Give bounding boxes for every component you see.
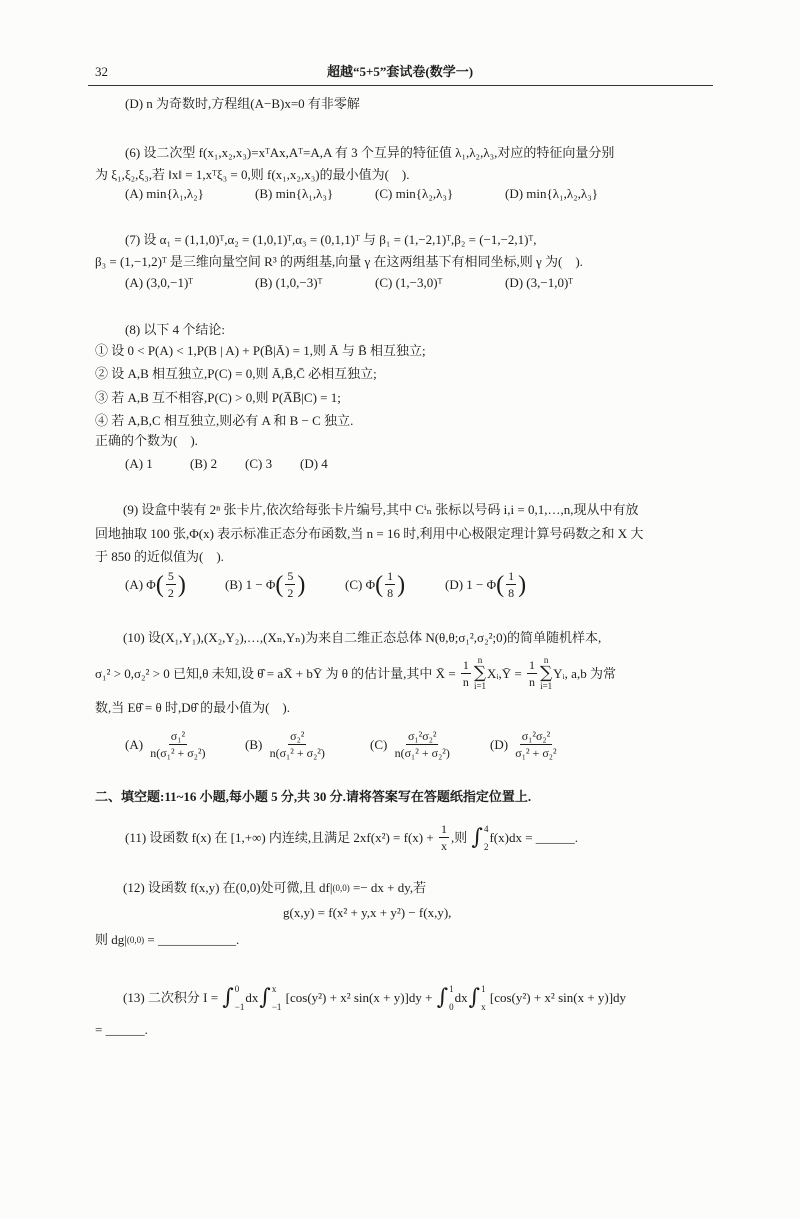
fraction-numerator: 1: [462, 658, 469, 672]
q10-line-2-text-1: σ₁² > 0,σ₂² > 0 已知,θ 未知,设 θ̂ = aX̄ + bȲ 为 θ 的估计量,其中 X̄ =: [95, 665, 459, 681]
integral-limits: [484, 823, 489, 853]
integral-lower-limit: x: [481, 1002, 486, 1012]
q10-option-d-label: (D): [490, 736, 512, 752]
q8-statement-4: ④ 若 A,B,C 相互独立,则必有 A 和 B − C 独立.: [95, 413, 354, 428]
q10-option-c-fraction: [393, 729, 452, 760]
q11-text-1: (11) 设函数 f(x) 在 [1,+∞) 内连续,且满足 2xf(x²) = f(x) +: [125, 829, 437, 845]
q13-stem-line-2: [95, 1021, 148, 1039]
q12-evaluation-point: (0,0): [332, 883, 350, 893]
integral-upper-limit: 4: [483, 823, 489, 834]
q6-stem-line-1: (6) 设二次型 f(x₁,x₂,x₃)=xᵀAx,Aᵀ=A,A 有 3 个互异的特征值 λ₁,λ₂,λ₃,对应的特征向量分别: [125, 145, 615, 160]
fraction-numerator: 1: [440, 822, 447, 836]
q7-stem-line-2: β₃ = (1,−1,2)ᵀ 是三维向量空间 R³ 的两组基,向量 γ 在这两组基下有相同坐标,则 γ 为( ).: [95, 254, 583, 269]
sum-lower-limit: i=1: [473, 681, 487, 691]
q13-dx-1: dx: [245, 990, 259, 1005]
q11-end: .: [574, 829, 579, 845]
q6-option-c: (C) min{λ₂,λ₃}: [375, 186, 454, 201]
q10-option-c: [370, 729, 454, 760]
q9-option-a-label: (A) Φ: [125, 576, 156, 592]
integral-lower-limit: −1: [234, 1002, 245, 1012]
q9-option-a-left-paren: (: [155, 571, 164, 598]
q11-text-3: f(x)dx =: [489, 829, 536, 845]
fraction-numerator: σ₂²: [290, 729, 305, 743]
q9-option-c-right-paren: ): [397, 571, 406, 598]
integral-upper-limit: x: [271, 984, 277, 994]
q8-statement-3: ③ 若 A,B 互不相容,P(C) > 0,则 P(A̅B̅|C) = 1;: [95, 390, 341, 405]
q8-ask: 正确的个数为( ).: [95, 433, 198, 448]
integral-limits: [235, 983, 245, 1013]
fraction-denominator: 2: [167, 586, 174, 600]
q10-stem-line-3: 数,当 Eθ̂ = θ 时,Dθ̂ 的最小值为( ).: [95, 700, 291, 715]
integral-upper-limit: 0: [234, 984, 240, 994]
page-number: 32: [95, 64, 108, 79]
q10-line-2-text-2: Xᵢ,Ȳ =: [487, 665, 526, 681]
q9-option-a: [125, 569, 186, 600]
fraction-denominator: 2: [287, 586, 294, 600]
q10-mean-x-fraction: [461, 658, 471, 689]
q9-option-c-left-paren: (: [375, 571, 384, 598]
integral-sign: ∫: [222, 985, 234, 1010]
q9-option-b-left-paren: (: [275, 571, 284, 598]
q12-evaluation-point: (0,0): [126, 935, 145, 945]
q13-stem-line-1: [123, 983, 626, 1013]
summation-sign: ∑: [540, 663, 553, 683]
q12-stem-line-1: [123, 879, 426, 897]
q8-intro: (8) 以下 4 个结论:: [125, 322, 226, 337]
fraction-numerator: 1: [387, 569, 394, 583]
q13-integral-3: [437, 983, 454, 1013]
q13-end: .: [144, 1022, 148, 1037]
integral-limits: [481, 983, 486, 1013]
question-11: [125, 822, 578, 853]
q9-option-c-fraction: [385, 569, 395, 600]
integral-upper-limit: 1: [449, 984, 454, 994]
fraction-denominator: n: [529, 675, 536, 689]
fraction-denominator: σ₁² + σ₂²: [515, 746, 557, 760]
q9-stem-line-2: 回地抽取 100 张,Φ(x) 表示标准正态分布函数,当 n = 16 时,利用中心极限定理计算号码数之和 X 大: [95, 526, 644, 541]
q13-integral-2: [259, 983, 281, 1013]
q10-option-c-label: (C): [370, 736, 391, 752]
integral-sign: ∫: [259, 985, 271, 1010]
fraction-denominator: n(σ₁² + σ₂²): [269, 746, 325, 760]
fraction-denominator: x: [440, 839, 447, 853]
q10-option-b-label: (B): [245, 736, 266, 752]
fraction-denominator: n(σ₁² + σ₂²): [394, 746, 450, 760]
summation-sign: ∑: [473, 663, 487, 683]
q7-option-d: (D) (3,−1,0)ᵀ: [505, 275, 573, 290]
sum-upper-limit: n: [477, 655, 483, 665]
integral-lower-limit: 0: [449, 1002, 454, 1012]
integral-upper-limit: 1: [481, 984, 486, 994]
q5-option-d: (D) n 为奇数时,方程组(A−B)x=0 有非零解: [125, 96, 360, 111]
q9-option-d-fraction: [506, 569, 516, 600]
q7-option-c: (C) (1,−3,0)ᵀ: [375, 275, 443, 290]
q13-text-1: (13) 二次积分 I =: [123, 990, 222, 1005]
fraction-numerator: σ₁²σ₂²: [521, 729, 551, 743]
q10-sum-x: [474, 656, 486, 691]
fraction-numerator: 5: [287, 569, 294, 583]
q8-option-c: (C) 3: [245, 456, 273, 471]
q12-stem-line-3: [95, 931, 239, 949]
fraction-numerator: 1: [529, 658, 536, 672]
q11-fraction: [439, 822, 449, 853]
q12-line-3-text-a: 则 dg|: [95, 932, 127, 947]
header-rule: [88, 85, 713, 86]
integral-sign: ∫: [471, 824, 483, 850]
fraction-denominator: n(σ₁² + σ₂²): [150, 746, 206, 760]
q10-mean-y-fraction: [527, 658, 537, 689]
fraction-denominator: 8: [387, 586, 394, 600]
integral-limits: [272, 983, 282, 1013]
sum-lower-limit: i=1: [540, 681, 553, 691]
sum-upper-limit: n: [543, 655, 549, 665]
q7-option-a: (A) (3,0,−1)ᵀ: [125, 275, 193, 290]
integral-sign: ∫: [436, 985, 449, 1010]
fraction-denominator: 8: [508, 586, 515, 600]
q9-stem-line-1: (9) 设盒中装有 2ⁿ 张卡片,依次给每张卡片编号,其中 Cⁱₙ 张标以号码 i,i = 0,1,…,n,现从中有放: [123, 502, 639, 517]
q12-line-1-text-b: =− dx + dy,若: [349, 880, 427, 895]
q10-stem-line-2: [95, 656, 616, 691]
q13-integrand-2: [cos(y²) + x² sin(x + y)]dy: [486, 990, 627, 1005]
integral-lower-limit: −1: [271, 1002, 282, 1012]
q10-option-b: [245, 729, 329, 760]
integral-limits: [449, 983, 454, 1013]
q13-dx-2: dx: [454, 990, 468, 1005]
q11-text-2: ,则: [450, 829, 471, 845]
q9-option-b-fraction: [285, 569, 295, 600]
q8-option-a: (A) 1: [125, 456, 153, 471]
q8-option-d: (D) 4: [300, 456, 328, 471]
q10-option-d-fraction: [513, 729, 558, 760]
q9-option-b-label: (B) 1 − Φ: [225, 576, 276, 592]
q8-statement-1: ① 设 0 < P(A) < 1,P(B | A) + P(B̄|Ā) = 1,则 Ā 与 B̄ 相互独立;: [95, 343, 426, 358]
q9-option-c: [345, 569, 405, 600]
q8-option-b: (B) 2: [190, 456, 218, 471]
q9-option-a-right-paren: ): [177, 571, 186, 598]
q10-stem-line-1: (10) 设(X₁,Y₁),(X₂,Y₂),…,(Xₙ,Yₙ)为来自二维正态总体 N(θ,θ;σ₁²,σ₂²;0)的简单随机样本,: [123, 630, 602, 645]
q6-option-b: (B) min{λ₁,λ₃}: [255, 186, 334, 201]
q10-option-a-fraction: [148, 729, 207, 760]
q11-integral: [471, 823, 488, 853]
q8-statement-2: ② 设 A,B 相互独立,P(C) = 0,则 Ā,B̄,C̄ 必相互独立;: [95, 366, 377, 381]
q9-option-b-right-paren: ): [297, 571, 306, 598]
q10-sum-y: [540, 656, 552, 691]
q10-line-2-text-3: Yᵢ, a,b 为常: [553, 665, 616, 681]
integral-sign: ∫: [468, 985, 481, 1010]
q10-option-a-label: (A): [125, 736, 147, 752]
q13-integral-4: [469, 983, 486, 1013]
q12-answer-blank: ____________: [157, 932, 236, 947]
fraction-numerator: σ₁²: [170, 729, 186, 743]
fraction-numerator: 1: [508, 569, 515, 583]
q13-equals: =: [95, 1022, 106, 1037]
fraction-denominator: n: [462, 675, 469, 689]
q9-option-d-label: (D) 1 − Φ: [445, 576, 497, 592]
q12-definition-g: g(x,y) = f(x² + y,x + y²) − f(x,y),: [283, 905, 452, 920]
integral-lower-limit: 2: [483, 841, 489, 852]
q9-stem-line-3: 于 850 的近似值为( ).: [95, 549, 224, 564]
section-2-heading: 二、填空题:11~16 小题,每小题 5 分,共 30 分.请将答案写在答题纸指定位置上.: [95, 789, 532, 804]
q10-option-d: [490, 729, 561, 760]
q9-option-c-label: (C) Φ: [345, 576, 376, 592]
q9-option-b: [225, 569, 305, 600]
q10-option-b-fraction: [268, 729, 327, 760]
q12-line-1-text-a: (12) 设函数 f(x,y) 在(0,0)处可微,且 df|: [123, 880, 333, 895]
q9-option-a-fraction: [166, 569, 176, 600]
q9-option-d: [445, 569, 526, 600]
q9-option-d-right-paren: ): [518, 571, 527, 598]
q7-stem-line-1: (7) 设 α₁ = (1,1,0)ᵀ,α₂ = (1,0,1)ᵀ,α₃ = (0,1,1)ᵀ 与 β₁ = (1,−2,1)ᵀ,β₂ = (−1,−2,1)ᵀ,: [125, 232, 537, 247]
q7-option-b: (B) (1,0,−3)ᵀ: [255, 275, 323, 290]
q10-option-a: [125, 729, 210, 760]
q12-end: .: [235, 932, 240, 947]
q13-answer-blank: ______: [105, 1022, 145, 1037]
q11-answer-blank: ______: [535, 829, 575, 845]
q13-integral-1: [222, 983, 244, 1013]
fraction-numerator: 5: [167, 569, 174, 583]
fraction-numerator: σ₁²σ₂²: [407, 729, 437, 743]
q12-line-3-text-b: =: [144, 932, 158, 947]
q9-option-d-left-paren: (: [496, 571, 505, 598]
q13-integrand-1: [cos(y²) + x² sin(x + y)]dy +: [282, 990, 436, 1005]
q6-option-d: (D) min{λ₁,λ₂,λ₃}: [505, 186, 599, 201]
q6-option-a: (A) min{λ₁,λ₂}: [125, 186, 204, 201]
running-title: 超越“5+5”套试卷(数学一): [326, 64, 474, 79]
q6-stem-line-2: 为 ξ₁,ξ₂,ξ₃,若 ‖x‖ = 1,xᵀξ₃ = 0,则 f(x₁,x₂,x₃)的最小值为( ).: [95, 167, 410, 182]
